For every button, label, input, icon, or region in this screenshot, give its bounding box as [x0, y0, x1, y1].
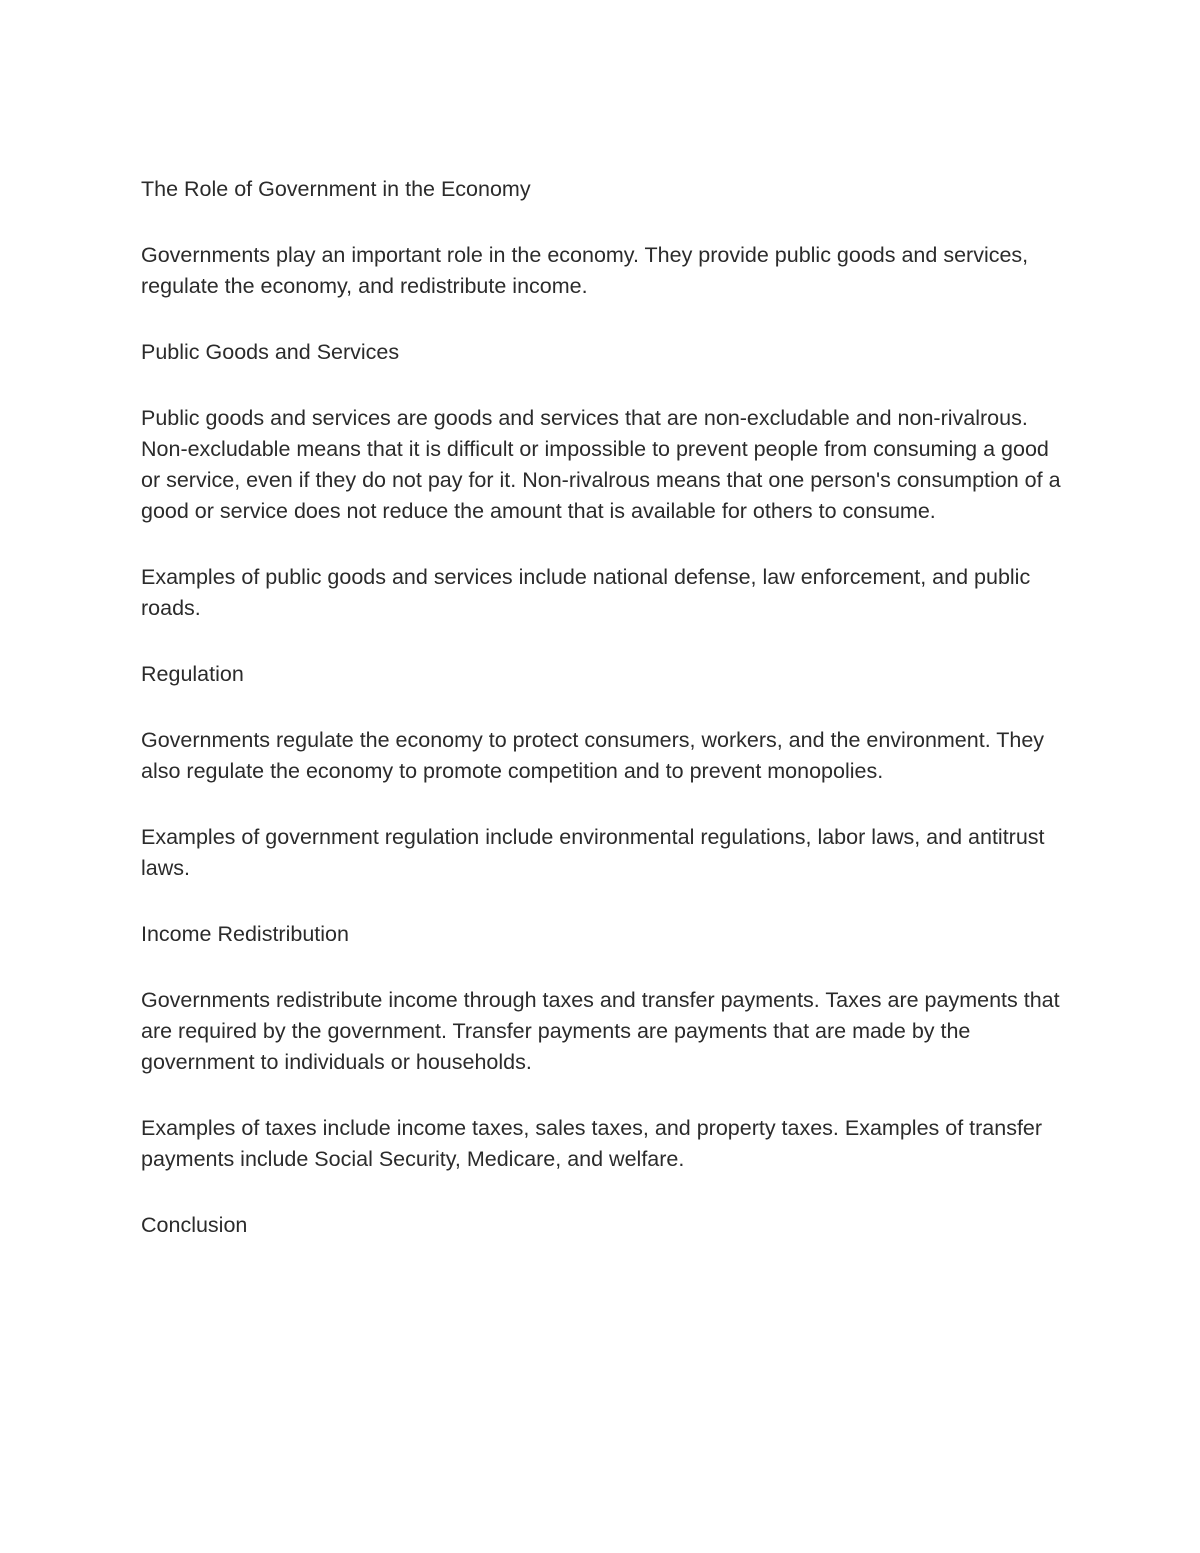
- intro-paragraph: Governments play an important role in the economy. They provide public goods and services, regulate the economy, and redistribute income.: [141, 243, 1029, 298]
- regulation-paragraph: Governments regulate the economy to protect consumers, workers, and the environment. They also regulate the economy to promote competition and to prevent monopolies.: [141, 728, 1045, 783]
- section-heading-conclusion: Conclusion: [141, 1213, 248, 1237]
- public-goods-examples-paragraph: Examples of public goods and services include national defense, law enforcement, and public roads.: [141, 565, 1031, 620]
- public-goods-definition-paragraph: Public goods and services are goods and services that are non-excludable and non-rivalrous. Non-excludable means that it is difficult or impossible to prevent people from consuming a good or service, even if they do not pay for it. Non-rivalrous means that one person's consumption of a good or service does not reduce the amount that is available for others to consume.: [141, 406, 1061, 523]
- section-heading-regulation: Regulation: [141, 662, 244, 686]
- income-redistribution-paragraph: Governments redistribute income through taxes and transfer payments. Taxes are payments that are required by the government. Transfer payments are payments that are made by the government to individuals or households.: [141, 988, 1060, 1074]
- section-heading-income-redistribution: Income Redistribution: [141, 922, 349, 946]
- regulation-examples-paragraph: Examples of government regulation include environmental regulations, labor laws, and antitrust laws.: [141, 825, 1045, 880]
- income-redistribution-examples-paragraph: Examples of taxes include income taxes, sales taxes, and property taxes. Examples of transfer payments include Social Security, Medicare, and welfare.: [141, 1116, 1043, 1171]
- section-heading-public-goods: Public Goods and Services: [141, 340, 400, 364]
- document-title: The Role of Government in the Economy: [141, 177, 531, 201]
- document-body: [141, 174, 1061, 1276]
